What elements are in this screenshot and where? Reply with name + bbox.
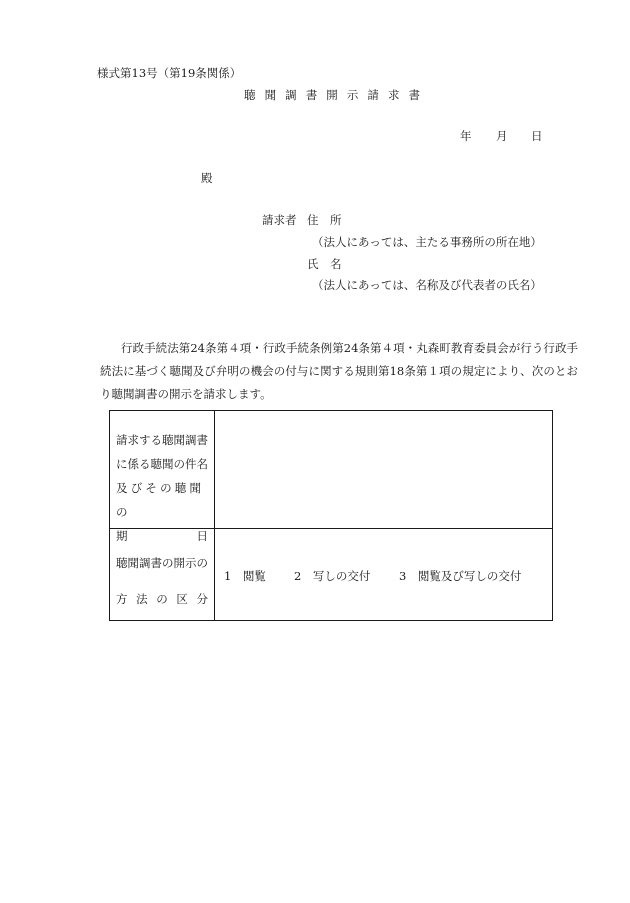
document-title — [244, 90, 420, 102]
title-char: 調 — [285, 88, 297, 102]
row1-label-line — [116, 476, 208, 524]
date-year-label: 年 — [460, 129, 472, 143]
title-char: 請 — [367, 88, 379, 102]
row1-label-line — [116, 524, 208, 548]
row2-label — [116, 551, 208, 611]
row1-label-text: 及びその聴聞の — [116, 481, 205, 519]
row2-label-line: 聴聞調書の開示の — [116, 556, 208, 570]
row2-label-char: 方 — [116, 592, 128, 606]
addressee-suffix: 殿 — [201, 171, 213, 185]
row1-label-line: 請求する聴聞調書 — [116, 433, 208, 447]
title-char: 求 — [387, 88, 400, 102]
row2-label-char: 法 — [136, 592, 148, 606]
requester-label: 請求者 — [262, 213, 297, 227]
name-label: 氏 名 — [307, 257, 342, 271]
request-table — [109, 410, 553, 621]
title-char: 聴 — [244, 88, 256, 102]
row1-label — [116, 428, 208, 548]
disclosure-option-view-and-copy[interactable]: 3 閲覧及び写しの交付 — [399, 569, 522, 583]
row2-label-line — [116, 587, 208, 611]
title-char: 書 — [305, 88, 318, 102]
hearing-subject-field[interactable] — [216, 412, 552, 527]
row1-label-text: 日 — [196, 529, 208, 543]
address-label: 住 所 — [307, 213, 342, 227]
date-day-label: 日 — [531, 129, 543, 143]
date-month-label: 月 — [496, 129, 508, 143]
table-divider-vertical — [214, 411, 215, 620]
row1-label-text: 期 — [116, 529, 128, 543]
title-char: 示 — [346, 88, 359, 102]
title-char: 書 — [408, 88, 420, 102]
disclosure-option-view[interactable]: 1 閲覧 — [224, 569, 266, 583]
disclosure-option-copy[interactable]: 2 写しの交付 — [294, 569, 371, 583]
title-char: 聞 — [264, 88, 277, 102]
row2-label-char: の — [156, 592, 168, 606]
request-body-paragraph: 行政手続法第24条第４項・行政手続条例第24条第４項・丸森町教育委員会が行う行政手続法に基づく聴聞及び弁明の機会の付与に関する規則第18条第１項の規定により、次のとおり聴聞調書の開示を請求します。 — [100, 341, 578, 401]
row2-label-char: 区 — [176, 592, 188, 606]
form-number: 様式第13号（第19条関係） — [97, 66, 242, 80]
address-note: （法人にあっては、主たる事務所の所在地） — [312, 235, 542, 249]
row1-label-line: に係る聴聞の件名 — [116, 457, 208, 471]
row2-label-char: 分 — [196, 592, 208, 606]
name-note: （法人にあっては、名称及び代表者の氏名） — [312, 278, 542, 292]
title-char: 開 — [326, 88, 338, 102]
